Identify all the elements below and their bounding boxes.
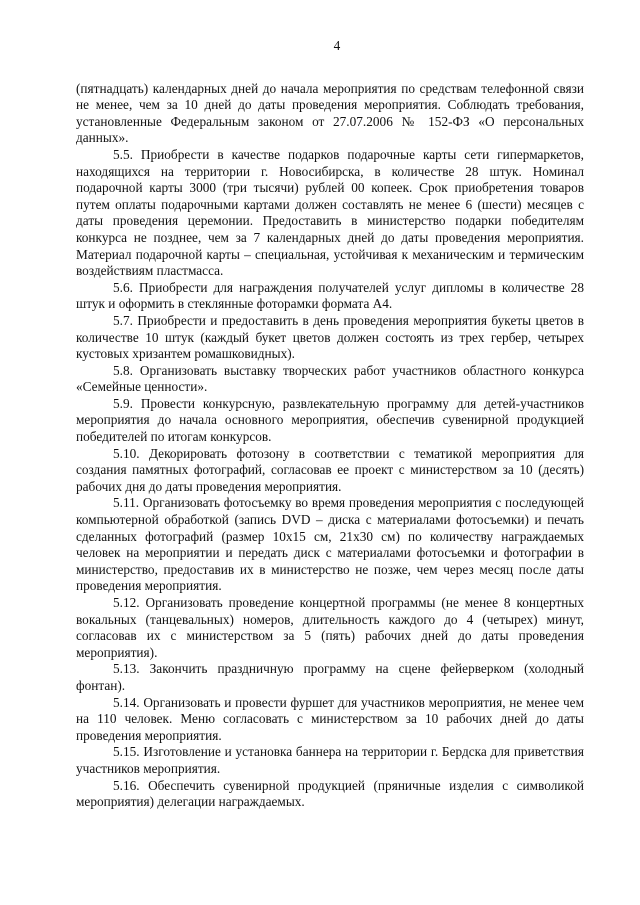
paragraph-5-5 [76, 147, 584, 280]
paragraph-number: 5.14. [113, 694, 140, 710]
paragraph-number: 5.16. [113, 777, 140, 793]
paragraph-text: Декорировать фотозону в соответствии с тематикой мероприятия для создания памятных фотографий, согласовав ее проект с министерством за 10 (десять) рабочих дня до даты проведения мероприятия. [76, 445, 584, 494]
paragraph-number: 5.6. [113, 279, 133, 295]
paragraph-text: Организовать фотосъемку во время проведения мероприятия с последующей компьютерной обработкой (запись DVD – диска с материалами фотосъемки) и печать сделанных фотографий (размер 10х15 см, 21х30 см) по количеству награждаемых человек на мероприятии и передать диск с материалами фотосъемки и фотографии в министерство, предоставив их в министерство не позже, чем через месяц после даты проведения мероприятия. [76, 495, 584, 594]
paragraph-5-8 [76, 363, 584, 396]
paragraph-number: 5.10. [113, 445, 140, 461]
paragraph-text: Организовать и провести фуршет для участников мероприятия, не менее чем на 110 человек. Меню согласовать с министерством за 10 рабочих дней до даты проведения мероприятия. [76, 694, 584, 743]
paragraph-5-6 [76, 280, 584, 313]
paragraph-text: Приобрести для награждения получателей услуг дипломы в количестве 28 штук и оформить в стеклянные фоторамки формата А4. [76, 279, 585, 312]
paragraph-5-11 [76, 495, 584, 595]
paragraph-number: 5.11. [113, 495, 140, 511]
paragraph-5-13 [76, 661, 584, 694]
paragraph-5-10 [76, 446, 584, 496]
paragraph-5-15 [76, 744, 584, 777]
paragraph-number: 5.7. [113, 312, 133, 328]
paragraph-continuation [76, 81, 584, 147]
paragraph-text: (пятнадцать) календарных дней до начала мероприятия по средствам телефонной связи не менее, чем за 10 дней до даты проведения мероприятия. Соблюдать требования, установленные Федеральным законом от 27.07.2006 № 152-ФЗ «О персональных данных». [76, 80, 584, 146]
paragraph-5-7 [76, 313, 584, 363]
paragraph-5-12 [76, 595, 584, 661]
paragraph-5-9 [76, 396, 584, 446]
paragraph-text: Организовать выставку творческих работ участников областного конкурса «Семейные ценности». [76, 362, 584, 395]
paragraph-number: 5.8. [113, 362, 133, 378]
paragraph-number: 5.13. [113, 661, 140, 677]
paragraph-text: Организовать проведение концертной программы (не менее 8 концертных вокальных (танцевальных) номеров, длительность каждого до 4 (четырех) минут, согласовав их с министерством за 5 (пять) рабочих дней до даты проведения мероприятия). [76, 595, 584, 660]
paragraph-text: Изготовление и установка баннера на территории г. Бердска для приветствия участников мероприятия. [76, 744, 584, 776]
paragraph-text: Провести конкурсную, развлекательную программу для детей-участников мероприятия до начала основного мероприятия, обеспечив сувенирной продукцией победителей по итогам конкурсов. [76, 395, 584, 445]
paragraph-number: 5.12. [113, 595, 140, 610]
paragraph-text: Закончить праздничную программу на сцене фейерверком (холодный фонтан). [76, 661, 584, 693]
paragraph-text: Приобрести в качестве подарков подарочные карты сети гипермаркетов, находящихся на территории г. Новосибирска, в количестве 28 штук. Номинал подарочной карты 3000 (три тысячи) рублей 00 копеек. Срок приобретения товаров путем оплаты подарочными картами должен составлять не менее 6 (шести) месяцев с даты проведения церемонии. Предоставить в министерство подарки победителям конкурса не позднее, чем за 7 календарных дней до даты проведения мероприятия. Материал подарочной карты – специальная, устойчивая к механическим и термическим воздействиям пластмасса. [76, 146, 584, 279]
paragraph-number: 5.15. [113, 744, 140, 760]
page-number: 4 [333, 38, 341, 53]
paragraph-number: 5.5. [113, 146, 133, 162]
paragraph-number: 5.9. [113, 395, 133, 411]
paragraph-text: Приобрести и предоставить в день проведения мероприятия букеты цветов в количестве 10 штук (каждый букет цветов должен состоять из трех гербер, четырех кустовых хризантем ромашковидных). [76, 312, 584, 362]
paragraph-5-16 [76, 778, 584, 811]
paragraph-5-14 [76, 695, 584, 745]
paragraph-text: Обеспечить сувенирной продукцией (пряничные изделия с символикой мероприятия) делегации награждаемых. [76, 777, 585, 810]
